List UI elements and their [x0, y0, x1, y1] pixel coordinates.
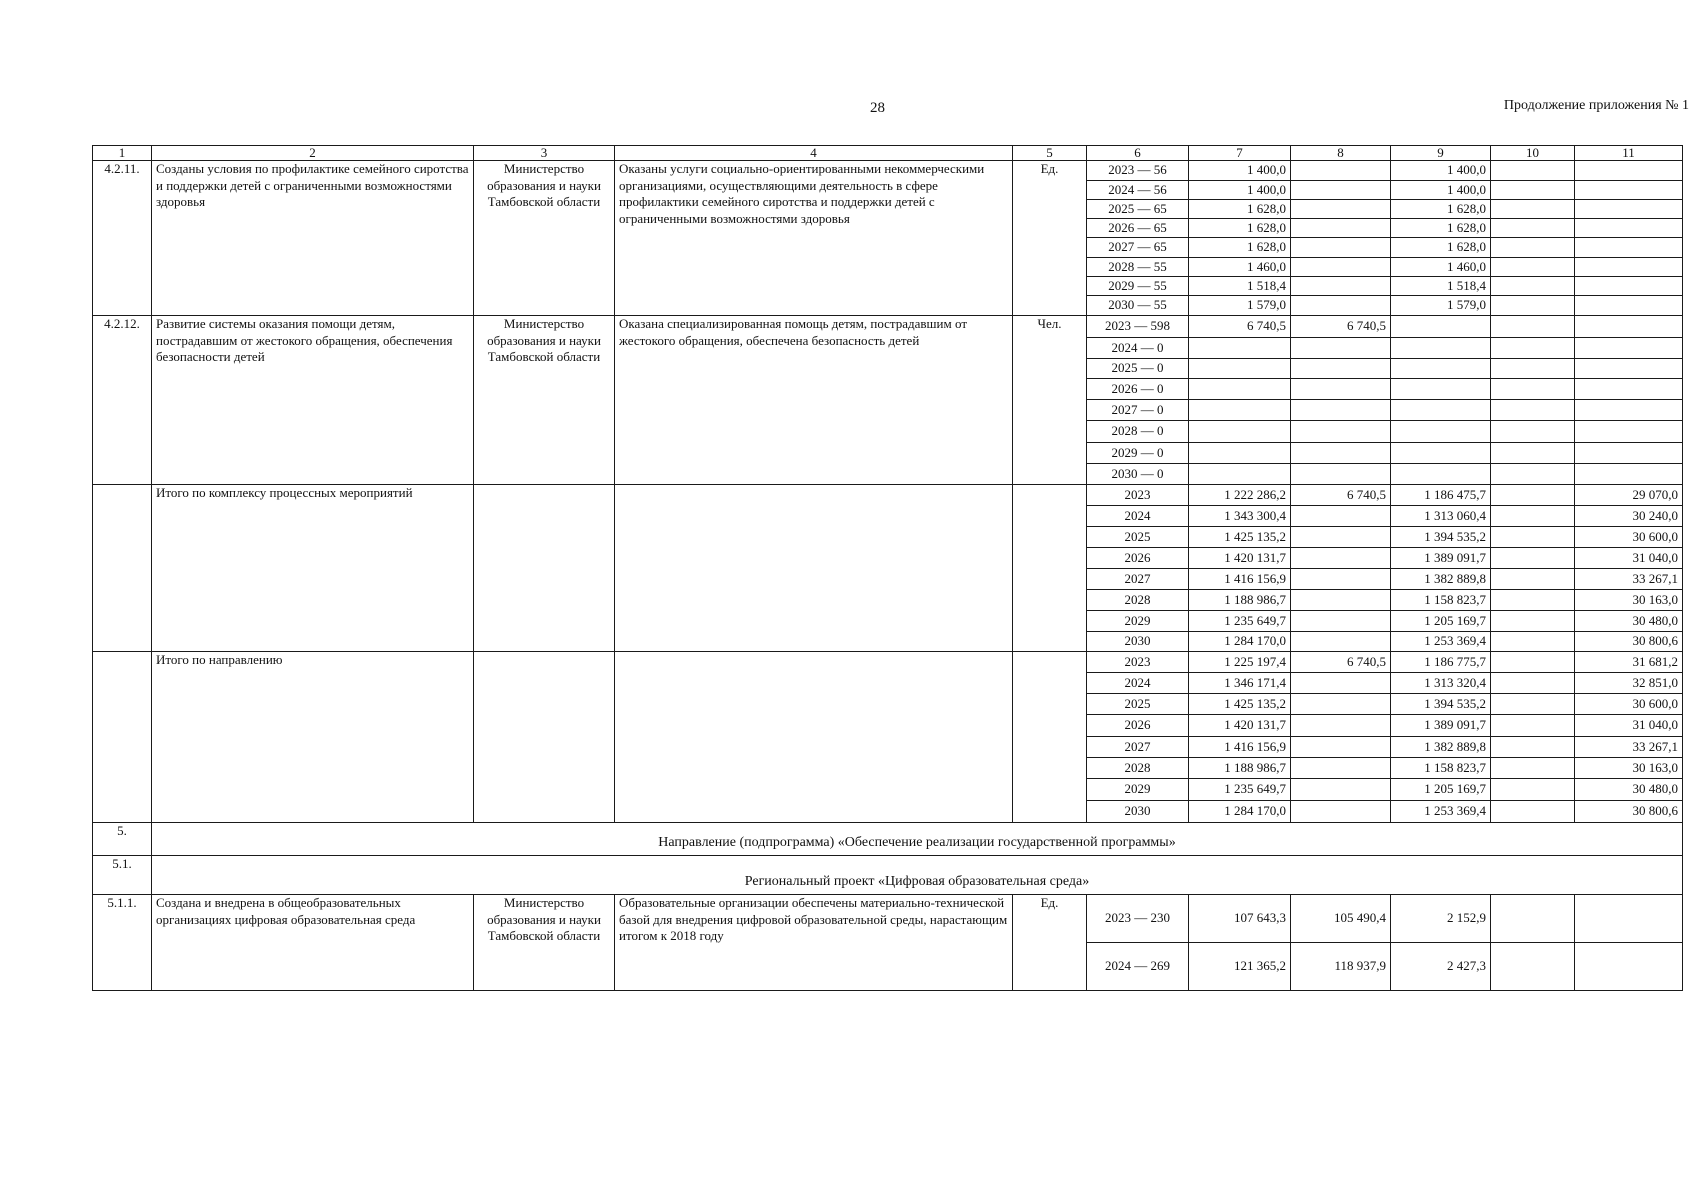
amount-other	[1575, 161, 1683, 181]
amount-other	[1575, 421, 1683, 443]
table-row	[93, 895, 1683, 943]
year-cell: 2023 — 230	[1087, 895, 1189, 943]
amount-regional: 1 158 823,7	[1391, 590, 1491, 611]
amount-federal	[1291, 590, 1391, 611]
amount-regional: 1 579,0	[1391, 296, 1491, 316]
year-cell: 2026 — 0	[1087, 379, 1189, 400]
amount-regional: 1 382 889,8	[1391, 569, 1491, 590]
amount-local	[1491, 527, 1575, 548]
amount-regional	[1391, 379, 1491, 400]
year-cell: 2024 — 56	[1087, 181, 1189, 200]
amount-other: 31 040,0	[1575, 548, 1683, 569]
amount-total: 1 346 171,4	[1189, 673, 1291, 694]
header-cell: 6	[1087, 146, 1189, 161]
year-cell: 2028 — 0	[1087, 421, 1189, 443]
unit: Ед.	[1013, 161, 1087, 316]
amount-total: 1 416 156,9	[1189, 737, 1291, 758]
header-cell: 7	[1189, 146, 1291, 161]
amount-other	[1575, 464, 1683, 485]
amount-local	[1491, 258, 1575, 277]
row-number	[93, 485, 152, 652]
amount-total: 1 235 649,7	[1189, 611, 1291, 632]
amount-total: 107 643,3	[1189, 895, 1291, 943]
amount-total: 1 188 986,7	[1189, 758, 1291, 779]
amount-federal	[1291, 421, 1391, 443]
amount-local	[1491, 801, 1575, 823]
amount-regional	[1391, 464, 1491, 485]
year-cell: 2027	[1087, 737, 1189, 758]
amount-other: 29 070,0	[1575, 485, 1683, 506]
amount-federal	[1291, 506, 1391, 527]
year-cell: 2030 — 55	[1087, 296, 1189, 316]
header-cell: 8	[1291, 146, 1391, 161]
amount-local	[1491, 737, 1575, 758]
amount-total: 1 628,0	[1189, 238, 1291, 258]
header-cell: 11	[1575, 146, 1683, 161]
amount-total	[1189, 400, 1291, 421]
year-cell: 2029 — 0	[1087, 443, 1189, 464]
year-cell: 2028	[1087, 758, 1189, 779]
amount-total: 1 420 131,7	[1189, 548, 1291, 569]
amount-local	[1491, 316, 1575, 338]
amount-other	[1575, 338, 1683, 359]
amount-federal: 6 740,5	[1291, 485, 1391, 506]
amount-other: 30 800,6	[1575, 632, 1683, 652]
amount-other: 30 163,0	[1575, 758, 1683, 779]
amount-regional: 1 628,0	[1391, 200, 1491, 219]
page-number: 28	[870, 100, 885, 116]
amount-regional	[1391, 443, 1491, 464]
year-cell: 2026	[1087, 548, 1189, 569]
amount-other: 33 267,1	[1575, 569, 1683, 590]
amount-federal	[1291, 296, 1391, 316]
total-label: Итого по направлению	[152, 652, 474, 823]
row-number: 4.2.11.	[93, 161, 152, 316]
table-row	[93, 485, 1683, 506]
amount-federal	[1291, 611, 1391, 632]
amount-total	[1189, 359, 1291, 379]
amount-other: 32 851,0	[1575, 673, 1683, 694]
amount-federal	[1291, 258, 1391, 277]
amount-local	[1491, 338, 1575, 359]
executor: Министерство образования и науки Тамбовской области	[474, 895, 615, 991]
year-cell: 2029	[1087, 611, 1189, 632]
amount-total	[1189, 421, 1291, 443]
amount-total: 1 284 170,0	[1189, 632, 1291, 652]
amount-other: 30 240,0	[1575, 506, 1683, 527]
amount-local	[1491, 219, 1575, 238]
amount-local	[1491, 548, 1575, 569]
amount-other	[1575, 895, 1683, 943]
amount-local	[1491, 277, 1575, 296]
amount-federal	[1291, 694, 1391, 715]
activity-name: Создана и внедрена в общеобразовательных организациях цифровая образовательная среда	[152, 895, 474, 991]
amount-total: 1 518,4	[1189, 277, 1291, 296]
header-cell: 4	[615, 146, 1013, 161]
table-row	[93, 652, 1683, 673]
amount-total: 1 579,0	[1189, 296, 1291, 316]
amount-regional: 2 152,9	[1391, 895, 1491, 943]
amount-regional: 1 313 320,4	[1391, 673, 1491, 694]
amount-federal	[1291, 359, 1391, 379]
amount-regional: 1 628,0	[1391, 219, 1491, 238]
amount-federal	[1291, 779, 1391, 801]
row-number: 4.2.12.	[93, 316, 152, 485]
amount-federal	[1291, 801, 1391, 823]
amount-regional: 2 427,3	[1391, 943, 1491, 991]
amount-other: 30 800,6	[1575, 801, 1683, 823]
budget-table	[92, 145, 1683, 991]
amount-federal	[1291, 200, 1391, 219]
header-cell: 2	[152, 146, 474, 161]
amount-total: 121 365,2	[1189, 943, 1291, 991]
amount-local	[1491, 590, 1575, 611]
amount-other: 30 163,0	[1575, 590, 1683, 611]
section-title: Направление (подпрограмма) «Обеспечение реализации государственной программы»	[152, 823, 1683, 856]
executor	[474, 485, 615, 652]
header-row	[93, 146, 1683, 161]
year-cell: 2024 — 269	[1087, 943, 1189, 991]
amount-regional: 1 158 823,7	[1391, 758, 1491, 779]
section-title: Региональный проект «Цифровая образовательная среда»	[152, 856, 1683, 895]
amount-regional: 1 253 369,4	[1391, 801, 1491, 823]
year-cell: 2026	[1087, 715, 1189, 737]
amount-total	[1189, 464, 1291, 485]
year-cell: 2025	[1087, 527, 1189, 548]
amount-other	[1575, 443, 1683, 464]
amount-regional: 1 389 091,7	[1391, 548, 1491, 569]
amount-other	[1575, 219, 1683, 238]
amount-local	[1491, 652, 1575, 673]
year-cell: 2030	[1087, 801, 1189, 823]
amount-total	[1189, 338, 1291, 359]
amount-regional	[1391, 359, 1491, 379]
year-cell: 2025	[1087, 694, 1189, 715]
amount-local	[1491, 200, 1575, 219]
amount-other	[1575, 359, 1683, 379]
amount-federal	[1291, 715, 1391, 737]
amount-local	[1491, 485, 1575, 506]
header-cell: 10	[1491, 146, 1575, 161]
amount-other	[1575, 277, 1683, 296]
amount-regional: 1 628,0	[1391, 238, 1491, 258]
continuation-note: Продолжение приложения № 1	[1503, 98, 1689, 113]
amount-regional: 1 389 091,7	[1391, 715, 1491, 737]
year-cell: 2024	[1087, 506, 1189, 527]
section-row	[93, 823, 1683, 856]
amount-federal	[1291, 238, 1391, 258]
amount-regional: 1 186 475,7	[1391, 485, 1491, 506]
amount-other	[1575, 258, 1683, 277]
header-cell: 1	[93, 146, 152, 161]
year-cell: 2024	[1087, 673, 1189, 694]
result-description	[615, 652, 1013, 823]
amount-local	[1491, 569, 1575, 590]
amount-federal	[1291, 400, 1391, 421]
executor: Министерство образования и науки Тамбовской области	[474, 316, 615, 485]
amount-local	[1491, 779, 1575, 801]
amount-federal	[1291, 338, 1391, 359]
amount-local	[1491, 181, 1575, 200]
amount-other: 30 480,0	[1575, 611, 1683, 632]
amount-federal	[1291, 219, 1391, 238]
amount-local	[1491, 611, 1575, 632]
total-label: Итого по комплексу процессных мероприятий	[152, 485, 474, 652]
amount-total: 1 222 286,2	[1189, 485, 1291, 506]
amount-regional: 1 460,0	[1391, 258, 1491, 277]
amount-federal: 105 490,4	[1291, 895, 1391, 943]
amount-federal	[1291, 632, 1391, 652]
year-cell: 2028	[1087, 590, 1189, 611]
amount-federal	[1291, 527, 1391, 548]
amount-federal	[1291, 443, 1391, 464]
year-cell: 2025 — 65	[1087, 200, 1189, 219]
amount-regional	[1391, 316, 1491, 338]
amount-federal	[1291, 379, 1391, 400]
amount-total: 1 400,0	[1189, 181, 1291, 200]
amount-federal: 6 740,5	[1291, 652, 1391, 673]
amount-regional: 1 382 889,8	[1391, 737, 1491, 758]
year-cell: 2027 — 65	[1087, 238, 1189, 258]
amount-local	[1491, 715, 1575, 737]
amount-local	[1491, 400, 1575, 421]
budget-table-container	[92, 145, 1682, 991]
amount-total: 1 425 135,2	[1189, 527, 1291, 548]
amount-local	[1491, 943, 1575, 991]
amount-federal	[1291, 464, 1391, 485]
amount-regional: 1 394 535,2	[1391, 694, 1491, 715]
section-row	[93, 856, 1683, 895]
year-cell: 2023	[1087, 652, 1189, 673]
amount-other: 30 600,0	[1575, 527, 1683, 548]
amount-local	[1491, 895, 1575, 943]
amount-total: 1 225 197,4	[1189, 652, 1291, 673]
amount-other	[1575, 200, 1683, 219]
year-cell: 2023	[1087, 485, 1189, 506]
result-description: Оказаны услуги социально-ориентированными некоммерческими организациями, осуществляющими деятельность в сфере профилактики семейного сиротства и поддержки детей с ограниченными возможностями здоровья	[615, 161, 1013, 316]
amount-local	[1491, 421, 1575, 443]
amount-regional	[1391, 400, 1491, 421]
amount-total: 1 628,0	[1189, 219, 1291, 238]
amount-other: 30 480,0	[1575, 779, 1683, 801]
amount-total: 1 628,0	[1189, 200, 1291, 219]
amount-regional: 1 313 060,4	[1391, 506, 1491, 527]
unit: Ед.	[1013, 895, 1087, 991]
year-cell: 2023 — 598	[1087, 316, 1189, 338]
amount-regional: 1 400,0	[1391, 161, 1491, 181]
amount-total	[1189, 443, 1291, 464]
amount-total: 1 284 170,0	[1189, 801, 1291, 823]
amount-local	[1491, 238, 1575, 258]
amount-federal	[1291, 569, 1391, 590]
amount-regional: 1 400,0	[1391, 181, 1491, 200]
year-cell: 2030	[1087, 632, 1189, 652]
amount-total: 1 420 131,7	[1189, 715, 1291, 737]
amount-federal: 118 937,9	[1291, 943, 1391, 991]
amount-federal	[1291, 548, 1391, 569]
amount-total: 1 188 986,7	[1189, 590, 1291, 611]
header-cell: 3	[474, 146, 615, 161]
amount-federal	[1291, 673, 1391, 694]
amount-regional	[1391, 338, 1491, 359]
amount-other	[1575, 238, 1683, 258]
row-number	[93, 652, 152, 823]
table-row	[93, 316, 1683, 338]
amount-local	[1491, 632, 1575, 652]
amount-regional: 1 205 169,7	[1391, 611, 1491, 632]
activity-name: Развитие системы оказания помощи детям, пострадавшим от жестокого обращения, обеспечения безопасности детей	[152, 316, 474, 485]
amount-other	[1575, 943, 1683, 991]
amount-other	[1575, 316, 1683, 338]
executor: Министерство образования и науки Тамбовской области	[474, 161, 615, 316]
row-number: 5.1.1.	[93, 895, 152, 991]
amount-federal	[1291, 181, 1391, 200]
amount-local	[1491, 673, 1575, 694]
amount-local	[1491, 443, 1575, 464]
amount-other	[1575, 379, 1683, 400]
amount-federal: 6 740,5	[1291, 316, 1391, 338]
amount-other: 31 681,2	[1575, 652, 1683, 673]
amount-local	[1491, 758, 1575, 779]
amount-federal	[1291, 161, 1391, 181]
amount-other	[1575, 181, 1683, 200]
header-cell: 9	[1391, 146, 1491, 161]
year-cell: 2029	[1087, 779, 1189, 801]
table-row	[93, 161, 1683, 181]
amount-other	[1575, 400, 1683, 421]
executor	[474, 652, 615, 823]
amount-local	[1491, 296, 1575, 316]
amount-local	[1491, 506, 1575, 527]
result-description	[615, 485, 1013, 652]
amount-other: 33 267,1	[1575, 737, 1683, 758]
amount-local	[1491, 161, 1575, 181]
amount-regional: 1 253 369,4	[1391, 632, 1491, 652]
year-cell: 2030 — 0	[1087, 464, 1189, 485]
year-cell: 2027 — 0	[1087, 400, 1189, 421]
amount-local	[1491, 379, 1575, 400]
unit: Чел.	[1013, 316, 1087, 485]
amount-federal	[1291, 277, 1391, 296]
amount-total: 1 460,0	[1189, 258, 1291, 277]
amount-local	[1491, 464, 1575, 485]
amount-federal	[1291, 758, 1391, 779]
year-cell: 2025 — 0	[1087, 359, 1189, 379]
amount-total: 6 740,5	[1189, 316, 1291, 338]
result-description: Оказана специализированная помощь детям, пострадавшим от жестокого обращения, обеспечена безопасность детей	[615, 316, 1013, 485]
amount-other	[1575, 296, 1683, 316]
amount-regional: 1 394 535,2	[1391, 527, 1491, 548]
amount-regional: 1 205 169,7	[1391, 779, 1491, 801]
amount-local	[1491, 359, 1575, 379]
amount-local	[1491, 694, 1575, 715]
unit	[1013, 652, 1087, 823]
amount-total: 1 343 300,4	[1189, 506, 1291, 527]
amount-regional: 1 186 775,7	[1391, 652, 1491, 673]
year-cell: 2027	[1087, 569, 1189, 590]
amount-total: 1 235 649,7	[1189, 779, 1291, 801]
amount-total: 1 400,0	[1189, 161, 1291, 181]
amount-regional	[1391, 421, 1491, 443]
amount-total: 1 425 135,2	[1189, 694, 1291, 715]
year-cell: 2023 — 56	[1087, 161, 1189, 181]
year-cell: 2028 — 55	[1087, 258, 1189, 277]
section-number: 5.1.	[93, 856, 152, 895]
year-cell: 2026 — 65	[1087, 219, 1189, 238]
activity-name: Созданы условия по профилактике семейного сиротства и поддержки детей с ограниченными возможностями здоровья	[152, 161, 474, 316]
amount-total: 1 416 156,9	[1189, 569, 1291, 590]
year-cell: 2029 — 55	[1087, 277, 1189, 296]
year-cell: 2024 — 0	[1087, 338, 1189, 359]
amount-other: 31 040,0	[1575, 715, 1683, 737]
amount-federal	[1291, 737, 1391, 758]
amount-regional: 1 518,4	[1391, 277, 1491, 296]
amount-other: 30 600,0	[1575, 694, 1683, 715]
section-number: 5.	[93, 823, 152, 856]
result-description: Образовательные организации обеспечены материально-технической базой для внедрения цифровой образовательной среды, нарастающим итогом к 2018 году	[615, 895, 1013, 991]
amount-total	[1189, 379, 1291, 400]
unit	[1013, 485, 1087, 652]
header-cell: 5	[1013, 146, 1087, 161]
